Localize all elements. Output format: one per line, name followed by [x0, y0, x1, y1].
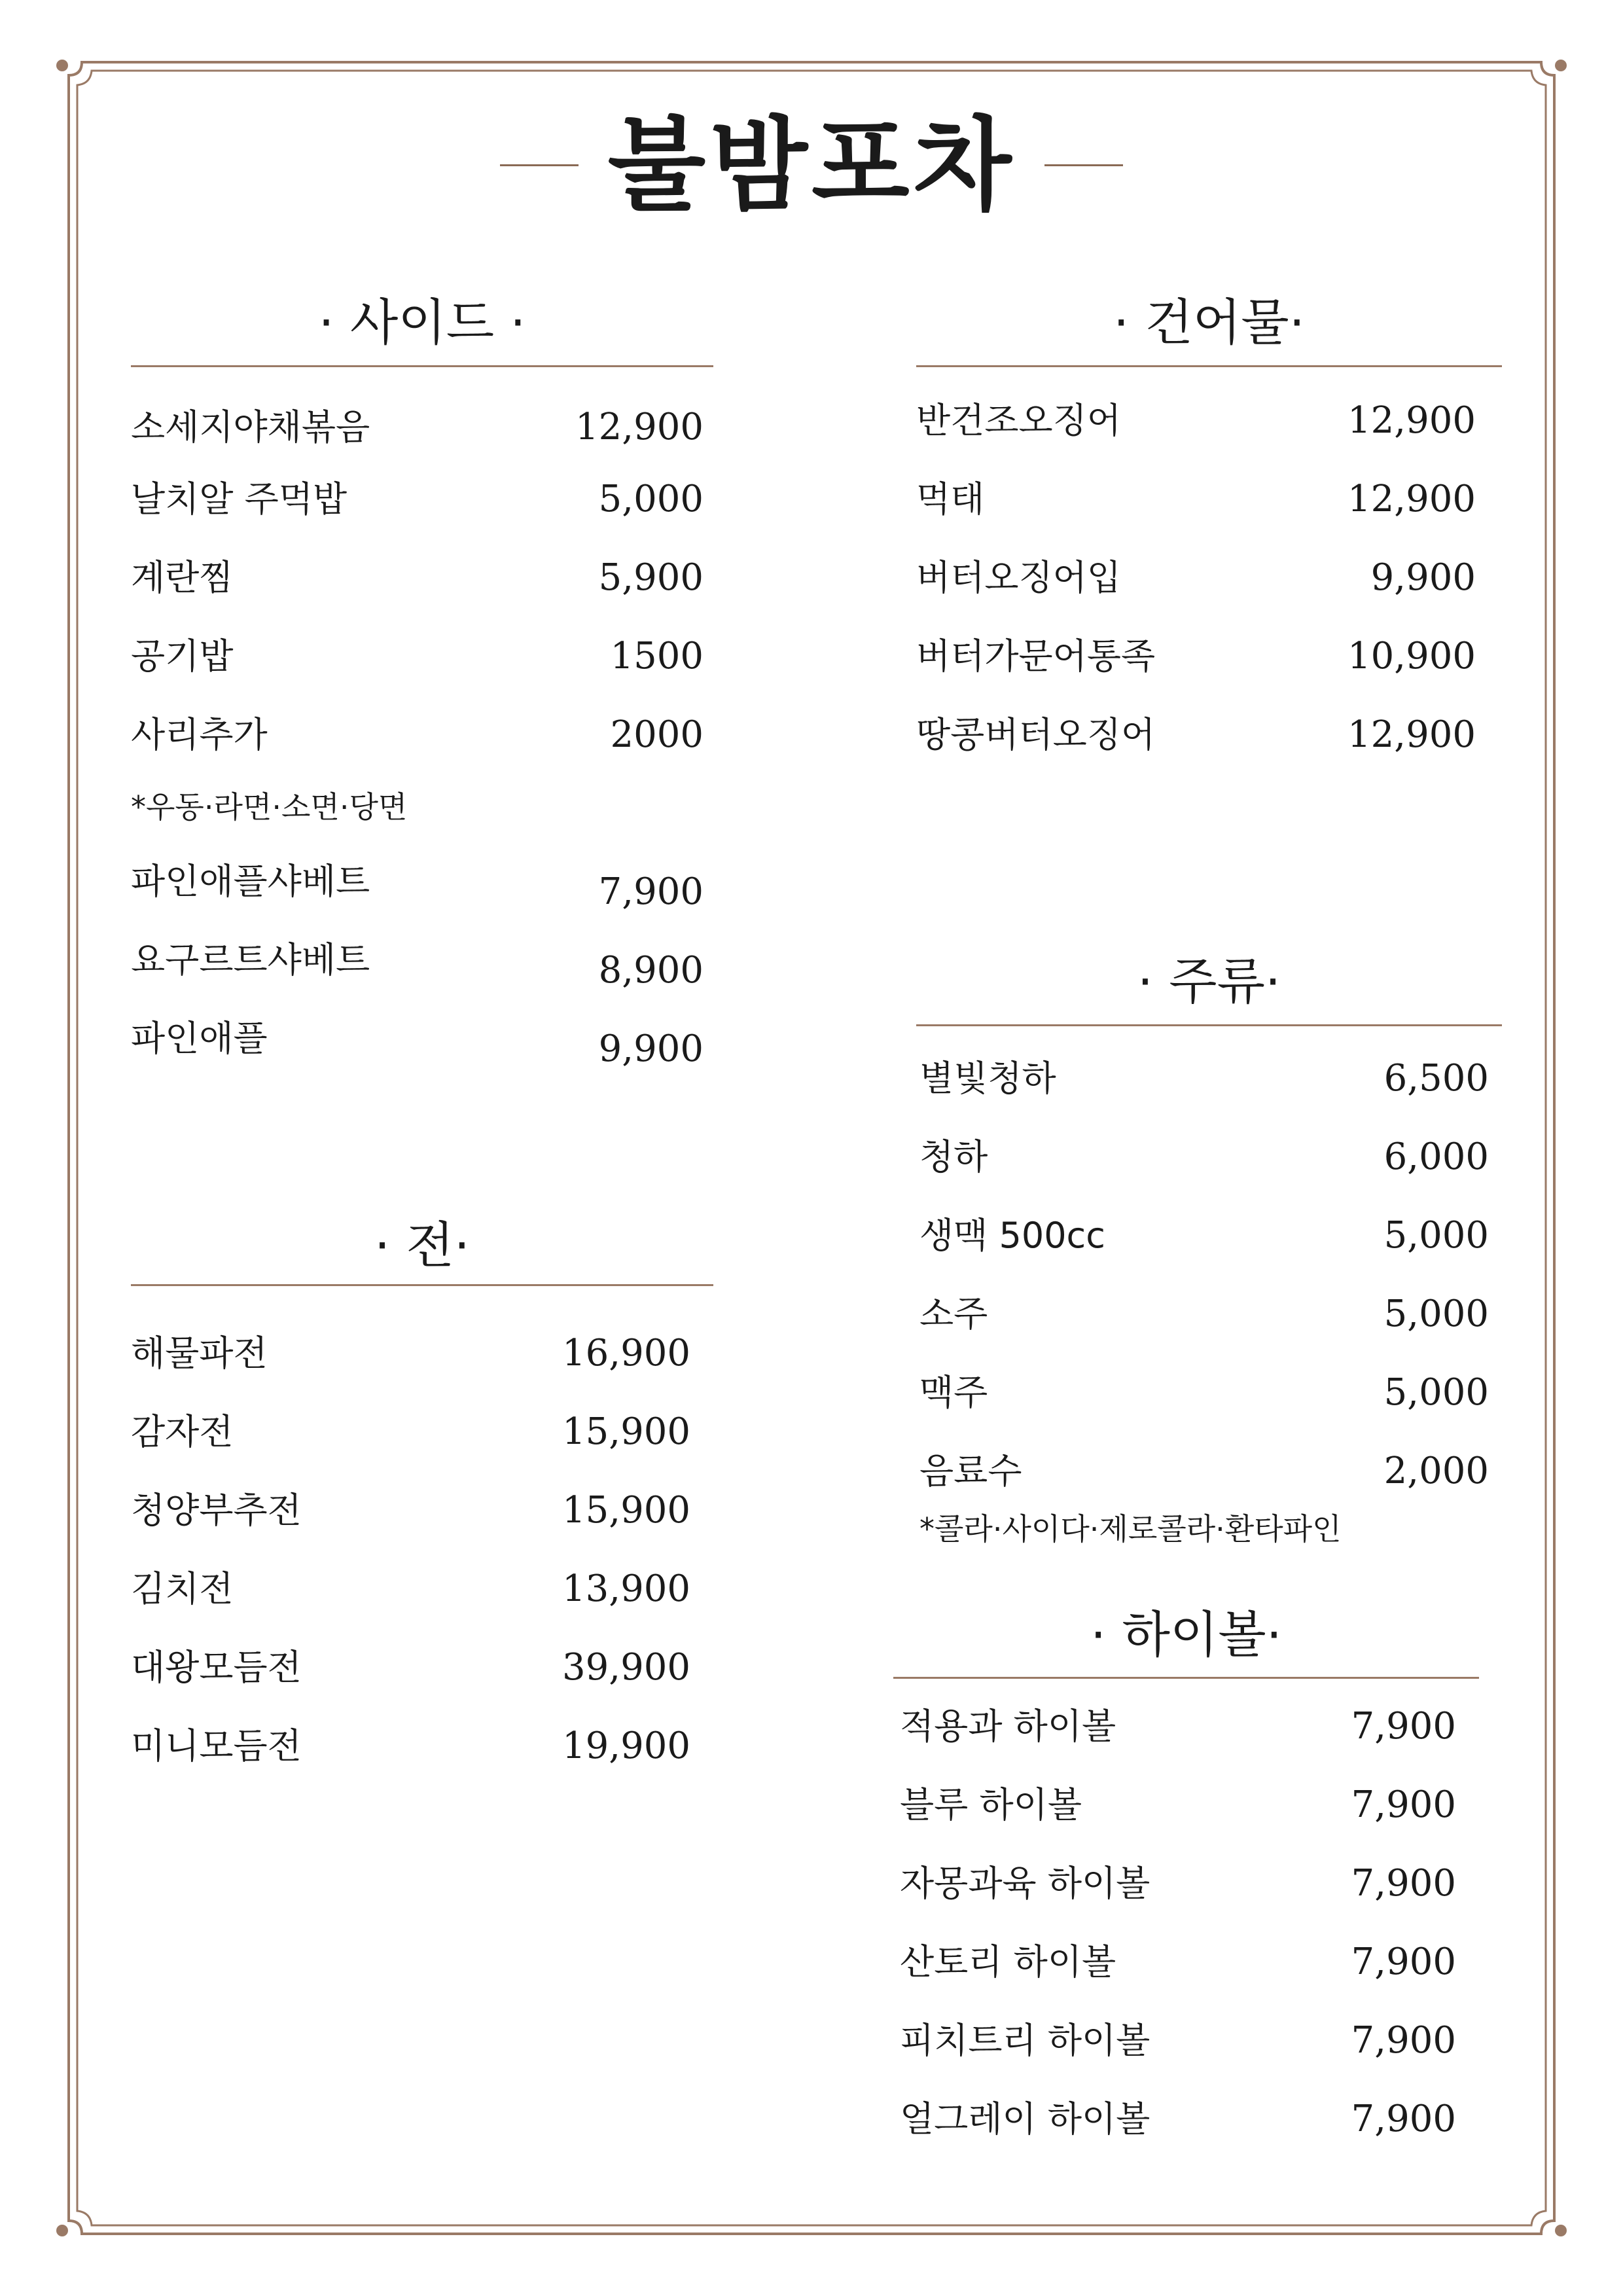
menu-item [131, 1568, 690, 1610]
title-left-line [500, 164, 579, 166]
item-name: 생맥 500cc [919, 1215, 1105, 1256]
item-price: 1500 [610, 635, 704, 677]
item-price: 7,900 [1351, 1862, 1456, 1905]
menu-item [900, 1705, 1456, 1748]
item-name: 피치트리 하이볼 [900, 2020, 1150, 2061]
item-price: 2,000 [1383, 1450, 1489, 1492]
menu-item [131, 406, 704, 448]
section-divider-jeon [131, 1284, 713, 1286]
menu-item [916, 478, 1476, 520]
item-name: 음료수 [919, 1450, 1022, 1492]
menu-item [131, 939, 704, 992]
menu-item [919, 1057, 1489, 1100]
item-name: 자몽과육 하이볼 [900, 1863, 1150, 1904]
item-name: 청하 [919, 1136, 988, 1177]
item-name: 소주 [919, 1293, 988, 1335]
menu-title-row [0, 106, 1623, 224]
item-price: 8,900 [598, 949, 704, 992]
section-heading-drinks: · 주류· [1137, 952, 1281, 1011]
item-name: 파인애플 [131, 1018, 268, 1059]
menu-item [131, 1018, 704, 1070]
item-price: 6,500 [1383, 1057, 1489, 1100]
menu-item [131, 1646, 690, 1689]
item-price: 5,000 [598, 478, 704, 520]
title-right-line [1044, 164, 1123, 166]
item-price: 19,900 [562, 1725, 690, 1767]
section-heading-dried: · 건어물· [1113, 293, 1305, 351]
item-name: 별빛청하 [919, 1058, 1056, 1099]
item-price: 9,900 [598, 1028, 704, 1070]
item-name: 버터오징어입 [916, 557, 1121, 598]
item-name: 맥주 [919, 1372, 988, 1413]
item-price: 7,900 [1351, 1784, 1456, 1826]
noodle-options-note: *우동·라면·소면·당면 [131, 789, 408, 825]
menu-item [919, 1293, 1489, 1335]
menu-item [131, 1725, 690, 1767]
menu-item [900, 1784, 1456, 1826]
item-price: 12,900 [575, 406, 704, 448]
menu-item [900, 2098, 1456, 2140]
item-name: 적용과 하이볼 [900, 1706, 1116, 1747]
item-name: 산토리 하이볼 [900, 1941, 1116, 1982]
menu-item [916, 399, 1476, 442]
item-price: 5,000 [1383, 1293, 1489, 1335]
section-divider-highball [893, 1677, 1479, 1679]
item-price: 16,900 [562, 1332, 690, 1374]
item-name: 청양부추전 [131, 1490, 302, 1531]
item-price: 15,900 [562, 1489, 690, 1532]
item-name: 반건조오징어 [916, 400, 1121, 441]
item-name: 공기밥 [131, 636, 234, 677]
item-price: 39,900 [562, 1646, 690, 1689]
item-name: 사리추가 [131, 714, 268, 755]
item-name: 김치전 [131, 1568, 234, 1609]
item-name: 해물파전 [131, 1333, 268, 1374]
section-heading-side: · 사이드 · [318, 293, 526, 351]
item-price: 12,900 [1347, 399, 1476, 442]
section-divider-side [131, 365, 713, 367]
menu-item [131, 713, 704, 756]
item-price: 13,900 [562, 1568, 690, 1610]
menu-item [916, 556, 1476, 599]
item-name: 날치알 주먹밥 [131, 478, 348, 520]
item-price: 7,900 [1351, 1941, 1456, 1983]
section-divider-dried [916, 365, 1502, 367]
item-name: 대왕모듬전 [131, 1647, 302, 1688]
menu-item [919, 1371, 1489, 1414]
item-name: 계란찜 [131, 557, 234, 598]
menu-item [919, 1136, 1489, 1178]
item-price: 5,000 [1383, 1214, 1489, 1257]
item-name: 먹태 [916, 478, 985, 520]
menu-item [131, 635, 704, 677]
menu-item [131, 478, 704, 520]
item-name: 얼그레이 하이볼 [900, 2098, 1150, 2140]
item-price: 10,900 [1347, 635, 1476, 677]
item-price: 5,000 [1383, 1371, 1489, 1414]
menu-item [131, 556, 704, 599]
menu-title: 불밤포차 [607, 106, 1016, 224]
item-price: 12,900 [1347, 713, 1476, 756]
item-name: 버터가문어통족 [916, 636, 1156, 677]
soft-drink-options-note: *콜라·사이다·제로콜라·환타파인 [919, 1511, 1342, 1547]
menu-item [900, 1941, 1456, 1983]
item-price: 12,900 [1347, 478, 1476, 520]
item-name: 요구르트샤베트 [131, 939, 370, 980]
item-name: 미니모듬전 [131, 1725, 302, 1767]
item-price: 7,900 [1351, 2019, 1456, 2062]
item-name: 블루 하이볼 [900, 1784, 1082, 1825]
item-price: 5,900 [598, 556, 704, 599]
item-name: 땅콩버터오징어 [916, 714, 1156, 755]
menu-item [919, 1214, 1489, 1257]
menu-item [131, 1489, 690, 1532]
menu-item [916, 713, 1476, 756]
item-name: 소세지야채볶음 [131, 406, 370, 448]
item-name: 파인애플샤베트 [131, 861, 370, 902]
item-name: 감자전 [131, 1411, 234, 1452]
menu-item [131, 861, 704, 913]
menu-item [131, 1332, 690, 1374]
menu-item [900, 1862, 1456, 1905]
menu-item [919, 1450, 1489, 1492]
item-price: 15,900 [562, 1410, 690, 1453]
item-price: 7,900 [598, 870, 704, 913]
section-heading-jeon: · 전· [374, 1216, 470, 1274]
item-price: 7,900 [1351, 1705, 1456, 1748]
item-price: 6,000 [1383, 1136, 1489, 1178]
section-divider-drinks [916, 1024, 1502, 1026]
section-heading-highball: · 하이볼· [1090, 1605, 1282, 1664]
item-price: 7,900 [1351, 2098, 1456, 2140]
menu-item [131, 1410, 690, 1453]
item-price: 2000 [610, 713, 704, 756]
menu-item [916, 635, 1476, 677]
menu-item [900, 2019, 1456, 2062]
item-price: 9,900 [1370, 556, 1476, 599]
